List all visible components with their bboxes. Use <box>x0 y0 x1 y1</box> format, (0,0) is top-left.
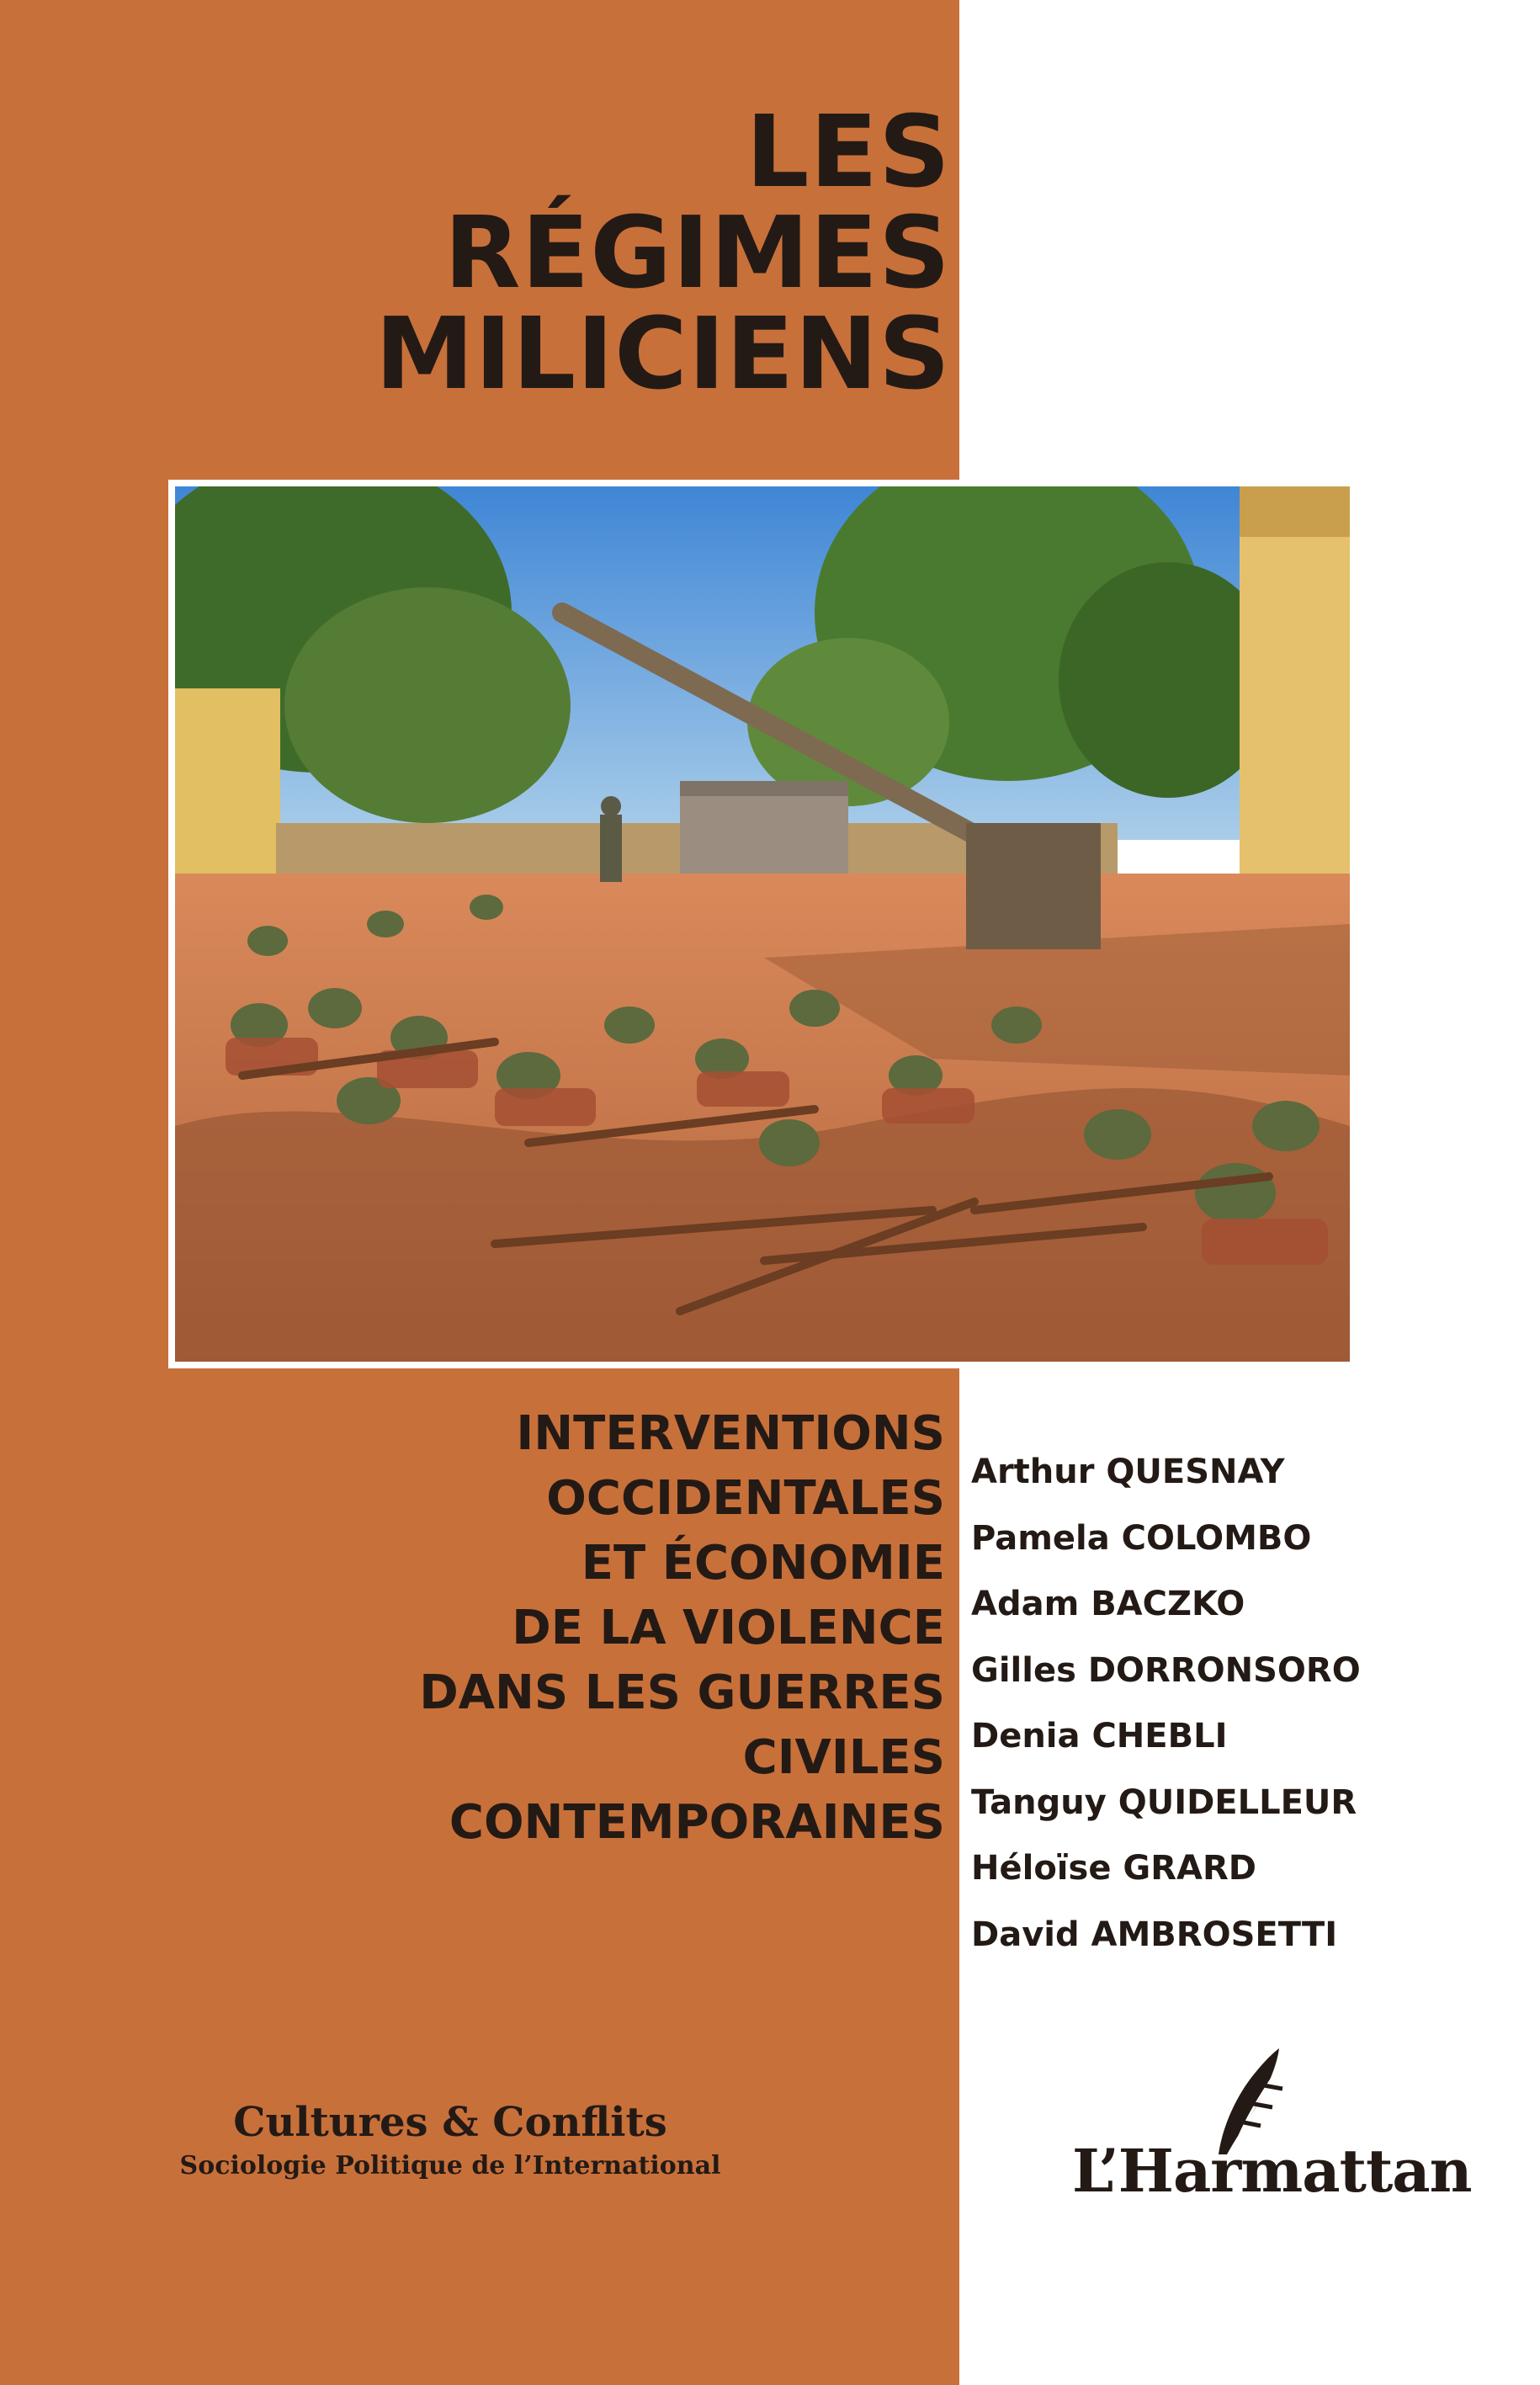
author-name: Pamela COLOMBO <box>971 1518 1312 1558</box>
subtitle-line: CONTEMPORAINES <box>449 1795 945 1850</box>
subtitle-line: CIVILES <box>742 1730 945 1785</box>
series-title: Cultures & Conflits <box>233 2099 667 2146</box>
publisher-name: L’Harmattan <box>1072 2136 1472 2206</box>
author-name: David AMBROSETTI <box>971 1915 1338 1954</box>
series-block <box>156 2097 745 2185</box>
subtitle-line: OCCIDENTALES <box>546 1471 945 1526</box>
title-line: RÉGIMES <box>443 194 951 311</box>
author-name: Adam BACZKO <box>971 1585 1245 1623</box>
series-subtitle: Sociologie Politique de l’International <box>179 2151 721 2180</box>
author-name: Arthur QUESNAY <box>971 1453 1285 1491</box>
title-line: MILICIENS <box>374 295 951 412</box>
cover-photo-illustration <box>175 486 1350 1362</box>
subtitle-line: DANS LES GUERRES <box>419 1665 945 1720</box>
subtitle-line: DE LA VIOLENCE <box>512 1601 945 1655</box>
author-list <box>971 1439 1361 1968</box>
cover-photo <box>175 486 1350 1362</box>
book-subtitle <box>419 1401 945 1855</box>
book-title <box>374 93 951 412</box>
author-name: Gilles DORRONSORO <box>971 1650 1361 1690</box>
subtitle-line: ET ÉCONOMIE <box>581 1536 945 1591</box>
publisher-block <box>1070 2037 1472 2222</box>
author-name: Tanguy QUIDELLEUR <box>971 1782 1357 1822</box>
subtitle-line: INTERVENTIONS <box>516 1406 945 1461</box>
author-name: Denia CHEBLI <box>971 1717 1228 1756</box>
author-name: Héloïse GRARD <box>971 1849 1256 1888</box>
title-line: LES <box>746 93 951 210</box>
